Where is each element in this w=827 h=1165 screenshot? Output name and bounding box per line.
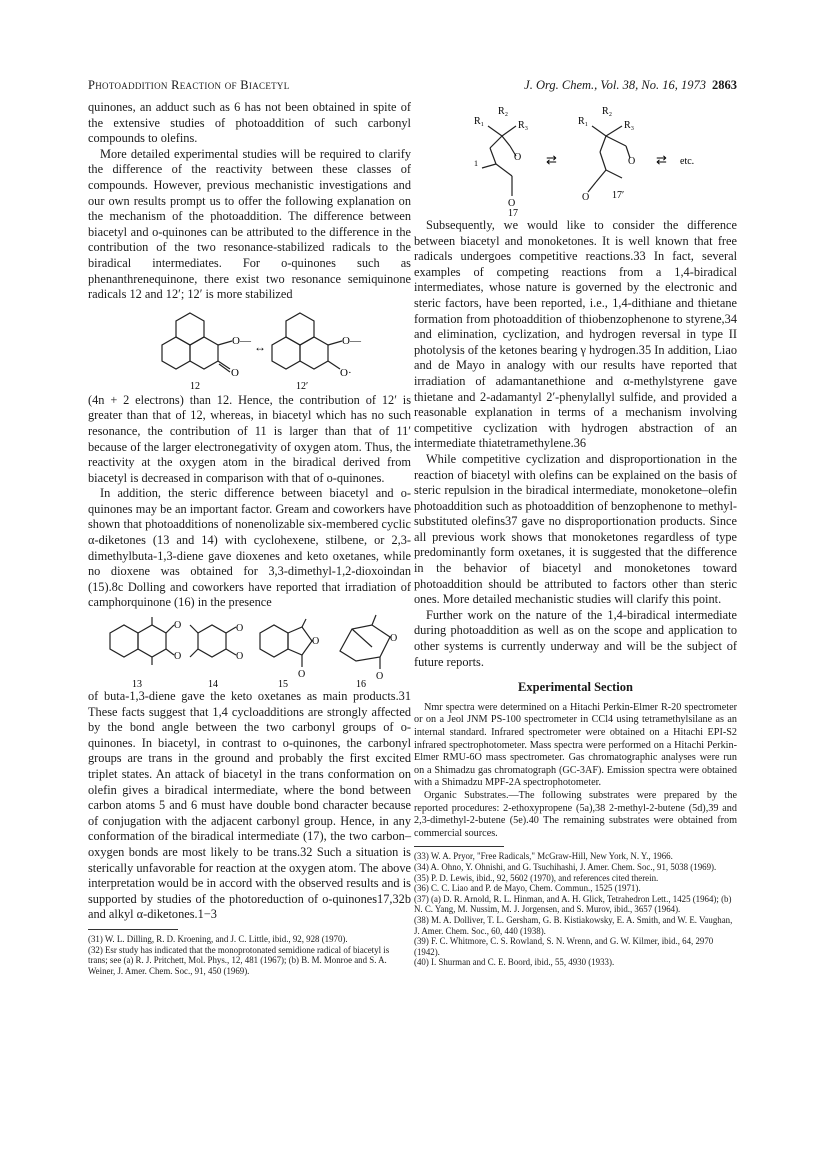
footnote: (37) (a) D. R. Arnold, R. L. Hinman, and A. H. Glick, Tetrahedron Lett., 1425 (1964); (b) N. C. Yang, M. Nussim, M. J. Jorgensen, and S. Murov, ibid., 3657 (1964). bbox=[414, 893, 732, 915]
footnote: (32) Esr study has indicated that the monoprotonated semidione radical of biacetyl is trans; see (a) R. J. Pritchett, Mol. Phys., 12, 481 (1967); (b) B. M. Monroe and S. A. Weiner, J. Amer. Chem. Soc., 91, 450 (1969). bbox=[88, 944, 390, 976]
phenanthrenequinone-12-structure bbox=[162, 313, 232, 372]
paragraph: Nmr spectra were determined on a Hitachi Perkin-Elmer R-20 spectrometer or on a Jeol JNM PS-100 spectrometer in CCl4 using tetramethylsilane as an internal standard. Infrared spectrometer were obtained on a Hitachi EPI-S2 infrared spectrophotometer. Mass spectra were performed on a Hitachi Perkin-Elmer RMU-6O mass spectrometer. Gas chromatographic analyses were run on a Shimadzu gas chromatograph (GC-3AF). Emission spectra were obtained with a Shimadzu MPF-2A spectrophotometer. bbox=[414, 701, 737, 789]
svg-text:O: O bbox=[297, 669, 305, 681]
paragraph: Organic Substrates.—The following substrates were prepared by the reported procedures: 2-ethoxypropene (5a),38 2-methyl-2-butene (5d),39 and 2,3-dimethyl-2-butene (5e).40 The remaining substrates were obtained from commercial sources. bbox=[414, 789, 737, 839]
label-14: 14 bbox=[207, 679, 218, 690]
figure-diketones-13-16 bbox=[90, 611, 410, 689]
svg-text:O—: O— bbox=[341, 334, 361, 347]
paragraph: of buta-1,3-diene gave the keto oxetanes as main products.31 These facts suggest that 1,4 cycloadditions are strongly affected by the bond angle between the two carbonyl groups of o-quinones. In biacetyl, in contrast to o-quinones, the carbonyl groups are trans in the ground and probably the first excited triplet states. An attack of biacetyl in the trans conformation on olefin gives a biradical intermediate, where the bond between carbon atoms 5 and 6 must have double bond character because of conjugation with the adjacent carbonyl group. Hence, in any conformation of the biradical intermediate (17), the two carbon–oxygen bonds are most likely to be trans.32 Such a situation is sterically unfavorable for reaction at the oxygen atom. The above interpretation would be in accord with the observed results and is supported by studies of the photoreduction of o-quinones17,32b and alkyl α-diketones.1−3 bbox=[88, 689, 411, 922]
label-17: 17 bbox=[507, 208, 518, 218]
svg-text:1: 1 bbox=[473, 159, 478, 168]
paragraph: Subsequently, we would like to consider the difference between biacetyl and monoketones. It is well known that free radicals undergoes competitive reactions.33 In fact, several examples of competing reactions from a 1,4-biradical intermediates, whose nature is governed by the electronic and steric factors, have been reported, i.e., 1,4-dithiane and thietane formation from photoaddition of thiobenzophenone to styrene,34 and elimination, cyclization, and hydrogen reversal in type II photolysis of the ketones bearing γ hydrogen.35 In addition, Liao and de Mayo in analogy with our results have reported that irradiation of adamantanethione and α-methylstyrene gave thietane and 2-adamantyl 2′-phenylallyl sulfide, and provided a reasonable explanation in terms of a mechanism involving competitive cyclization with hydrogen abstraction of an intermediate thiatetramethylene.36 bbox=[414, 218, 737, 451]
experimental-body bbox=[414, 702, 737, 841]
svg-text:O: O bbox=[173, 651, 181, 663]
svg-text:O: O bbox=[581, 192, 589, 203]
svg-text:O: O bbox=[627, 156, 635, 167]
right-column bbox=[414, 100, 737, 968]
running-header-title: Photoaddition Reaction of Biacetyl bbox=[88, 78, 290, 92]
section-title: Experimental Section bbox=[518, 680, 633, 695]
svg-text:O: O bbox=[173, 620, 181, 632]
paragraph: More detailed experimental studies will be required to clarify the difference of the reactivity between these classes of compounds. However, previous mechanistic investigations and our own results prompt us to offer the following explanation on the mechanism of the photoaddition. The difference between biacetyl and o-quinones can be attributed to the difference in the contribution of the two resonance-stabilized radicals to the biradical intermediates. For o-quinones such as phenanthrenequinone, there exist two resonance semiquinone radicals 12 and 12′; 12′ is more stabilized bbox=[88, 146, 411, 302]
paragraph: While competitive cyclization and disproportionation in the reaction of biacetyl with olefins can be explained on the basis of steric repulsion in the biradical intermediate, monoketone–olefin photoaddition such as photoaddition of benzophenone to methyl-substituted olefins37 gave no disproportionation products. Since all previous work shows that monoketones regardless of type predominantly form oxetanes, it is suggested that the difference in the behavior of biacetyl and monoketones toward photoaddition should be attributed to factors other than steric ones. More detailed mechanistic studies will clarify this point. bbox=[414, 451, 737, 607]
label-17-prime: 17′ bbox=[611, 190, 624, 201]
footnote-rule bbox=[414, 846, 504, 847]
footnote: (36) C. C. Liao and P. de Mayo, Chem. Commun., 1525 (1971). bbox=[414, 883, 641, 894]
footnote: (34) A. Ohno, Y. Ohnishi, and G. Tsuchihashi, J. Amer. Chem. Soc., 91, 5038 (1969). bbox=[414, 861, 717, 872]
etc-label: etc. bbox=[679, 156, 694, 167]
svg-text:R₂: R₂ bbox=[497, 106, 508, 117]
svg-text:O·: O· bbox=[339, 366, 352, 379]
running-header-journal bbox=[524, 78, 737, 93]
footnote-rule bbox=[88, 929, 178, 930]
label-15: 15 bbox=[277, 679, 288, 690]
svg-text:O: O bbox=[235, 623, 243, 635]
svg-text:O: O bbox=[389, 633, 397, 645]
svg-text:O: O bbox=[513, 152, 521, 163]
paragraph: In addition, the steric difference between biacetyl and o-quinones may be an important factor. Gream and coworkers have shown that photoadditions of nonenolizable six-membered cyclic α-diketones (13 and 14) with cyclohexene, stilbene, or 2,3-dimethylbuta-1,3-diene gave dioxenes and keto oxetanes, while no dioxene was obtained for 3,3-dimethyl-1,2-dioxoindan (15).8c Dolling and coworkers have reported that irradiation of camphorquinone (16) in the presence bbox=[88, 486, 411, 610]
footnote: (40) I. Shurman and C. E. Boord, ibid., 55, 4930 (1933). bbox=[414, 957, 615, 968]
page-number: 2863 bbox=[712, 78, 737, 92]
svg-text:O: O bbox=[507, 198, 515, 209]
svg-text:R₃: R₃ bbox=[623, 120, 634, 131]
phenanthrenequinone-12prime-structure bbox=[272, 313, 342, 369]
svg-text:O: O bbox=[235, 651, 243, 663]
svg-text:R₂: R₂ bbox=[601, 106, 612, 117]
svg-text:R₁: R₁ bbox=[473, 116, 484, 127]
svg-text:O: O bbox=[230, 366, 239, 379]
footnote: (38) M. A. Dolliver, T. L. Gersham, G. B. Kistiakowsky, E. A. Smith, and W. E. Vaughan, J. Amer. Chem. Soc., 60, 440 (1938). bbox=[414, 914, 733, 936]
paragraph: quinones, an adduct such as 6 has not been obtained in spite of the extensive studies of photoaddition of such carbonyl compounds to olefins. bbox=[88, 100, 411, 146]
svg-text:O: O bbox=[375, 671, 383, 683]
svg-text:R₁: R₁ bbox=[577, 116, 588, 127]
figure-17-biradical bbox=[416, 100, 736, 218]
footnote: (33) W. A. Pryor, "Free Radicals," McGraw-Hill, New York, N. Y., 1966. bbox=[414, 851, 673, 862]
svg-text:O—: O— bbox=[231, 334, 251, 347]
svg-text:R₃: R₃ bbox=[517, 120, 528, 131]
label-16: 16 bbox=[355, 679, 366, 690]
footnote: (31) W. L. Dilling, R. D. Kroening, and J. C. Little, ibid., 92, 928 (1970). bbox=[88, 933, 348, 944]
footnote: (35) P. D. Lewis, ibid., 92, 5602 (1970), and references cited therein. bbox=[414, 872, 659, 883]
footnote: (39) F. C. Whitmore, C. S. Rowland, S. N. Wrenn, and G. W. Kilmer, ibid., 64, 2970 (1942). bbox=[414, 936, 714, 957]
svg-text:O: O bbox=[311, 636, 319, 648]
journal-citation: J. Org. Chem., Vol. 38, No. 16, 1973 bbox=[524, 78, 706, 92]
label-13: 13 bbox=[131, 679, 142, 690]
paragraph: (4n + 2 electrons) than 12. Hence, the contribution of 12′ is greater than that of 12, whereas, in biacetyl which has no such resonance, the contribution of 11 is larger than that of 11′ because of the larger electronegativity of oxygen atom. Thus, the reactivity at the oxygen atom in the biradical derived from biacetyl is decreased in comparison with that of o-quinones. bbox=[88, 392, 411, 485]
svg-text:⇄: ⇄ bbox=[545, 152, 557, 167]
left-column bbox=[88, 100, 411, 976]
svg-text:↔: ↔ bbox=[253, 339, 266, 354]
label-12-prime: 12′ bbox=[295, 380, 308, 392]
figure-12-resonance bbox=[100, 303, 400, 393]
paragraph: Further work on the nature of the 1,4-biradical intermediate during photoaddition as well as on the scope and application to other systems is currently underway and will be the subject of future reports. bbox=[414, 607, 737, 669]
svg-text:⇄: ⇄ bbox=[655, 152, 667, 167]
label-12: 12 bbox=[189, 380, 200, 392]
